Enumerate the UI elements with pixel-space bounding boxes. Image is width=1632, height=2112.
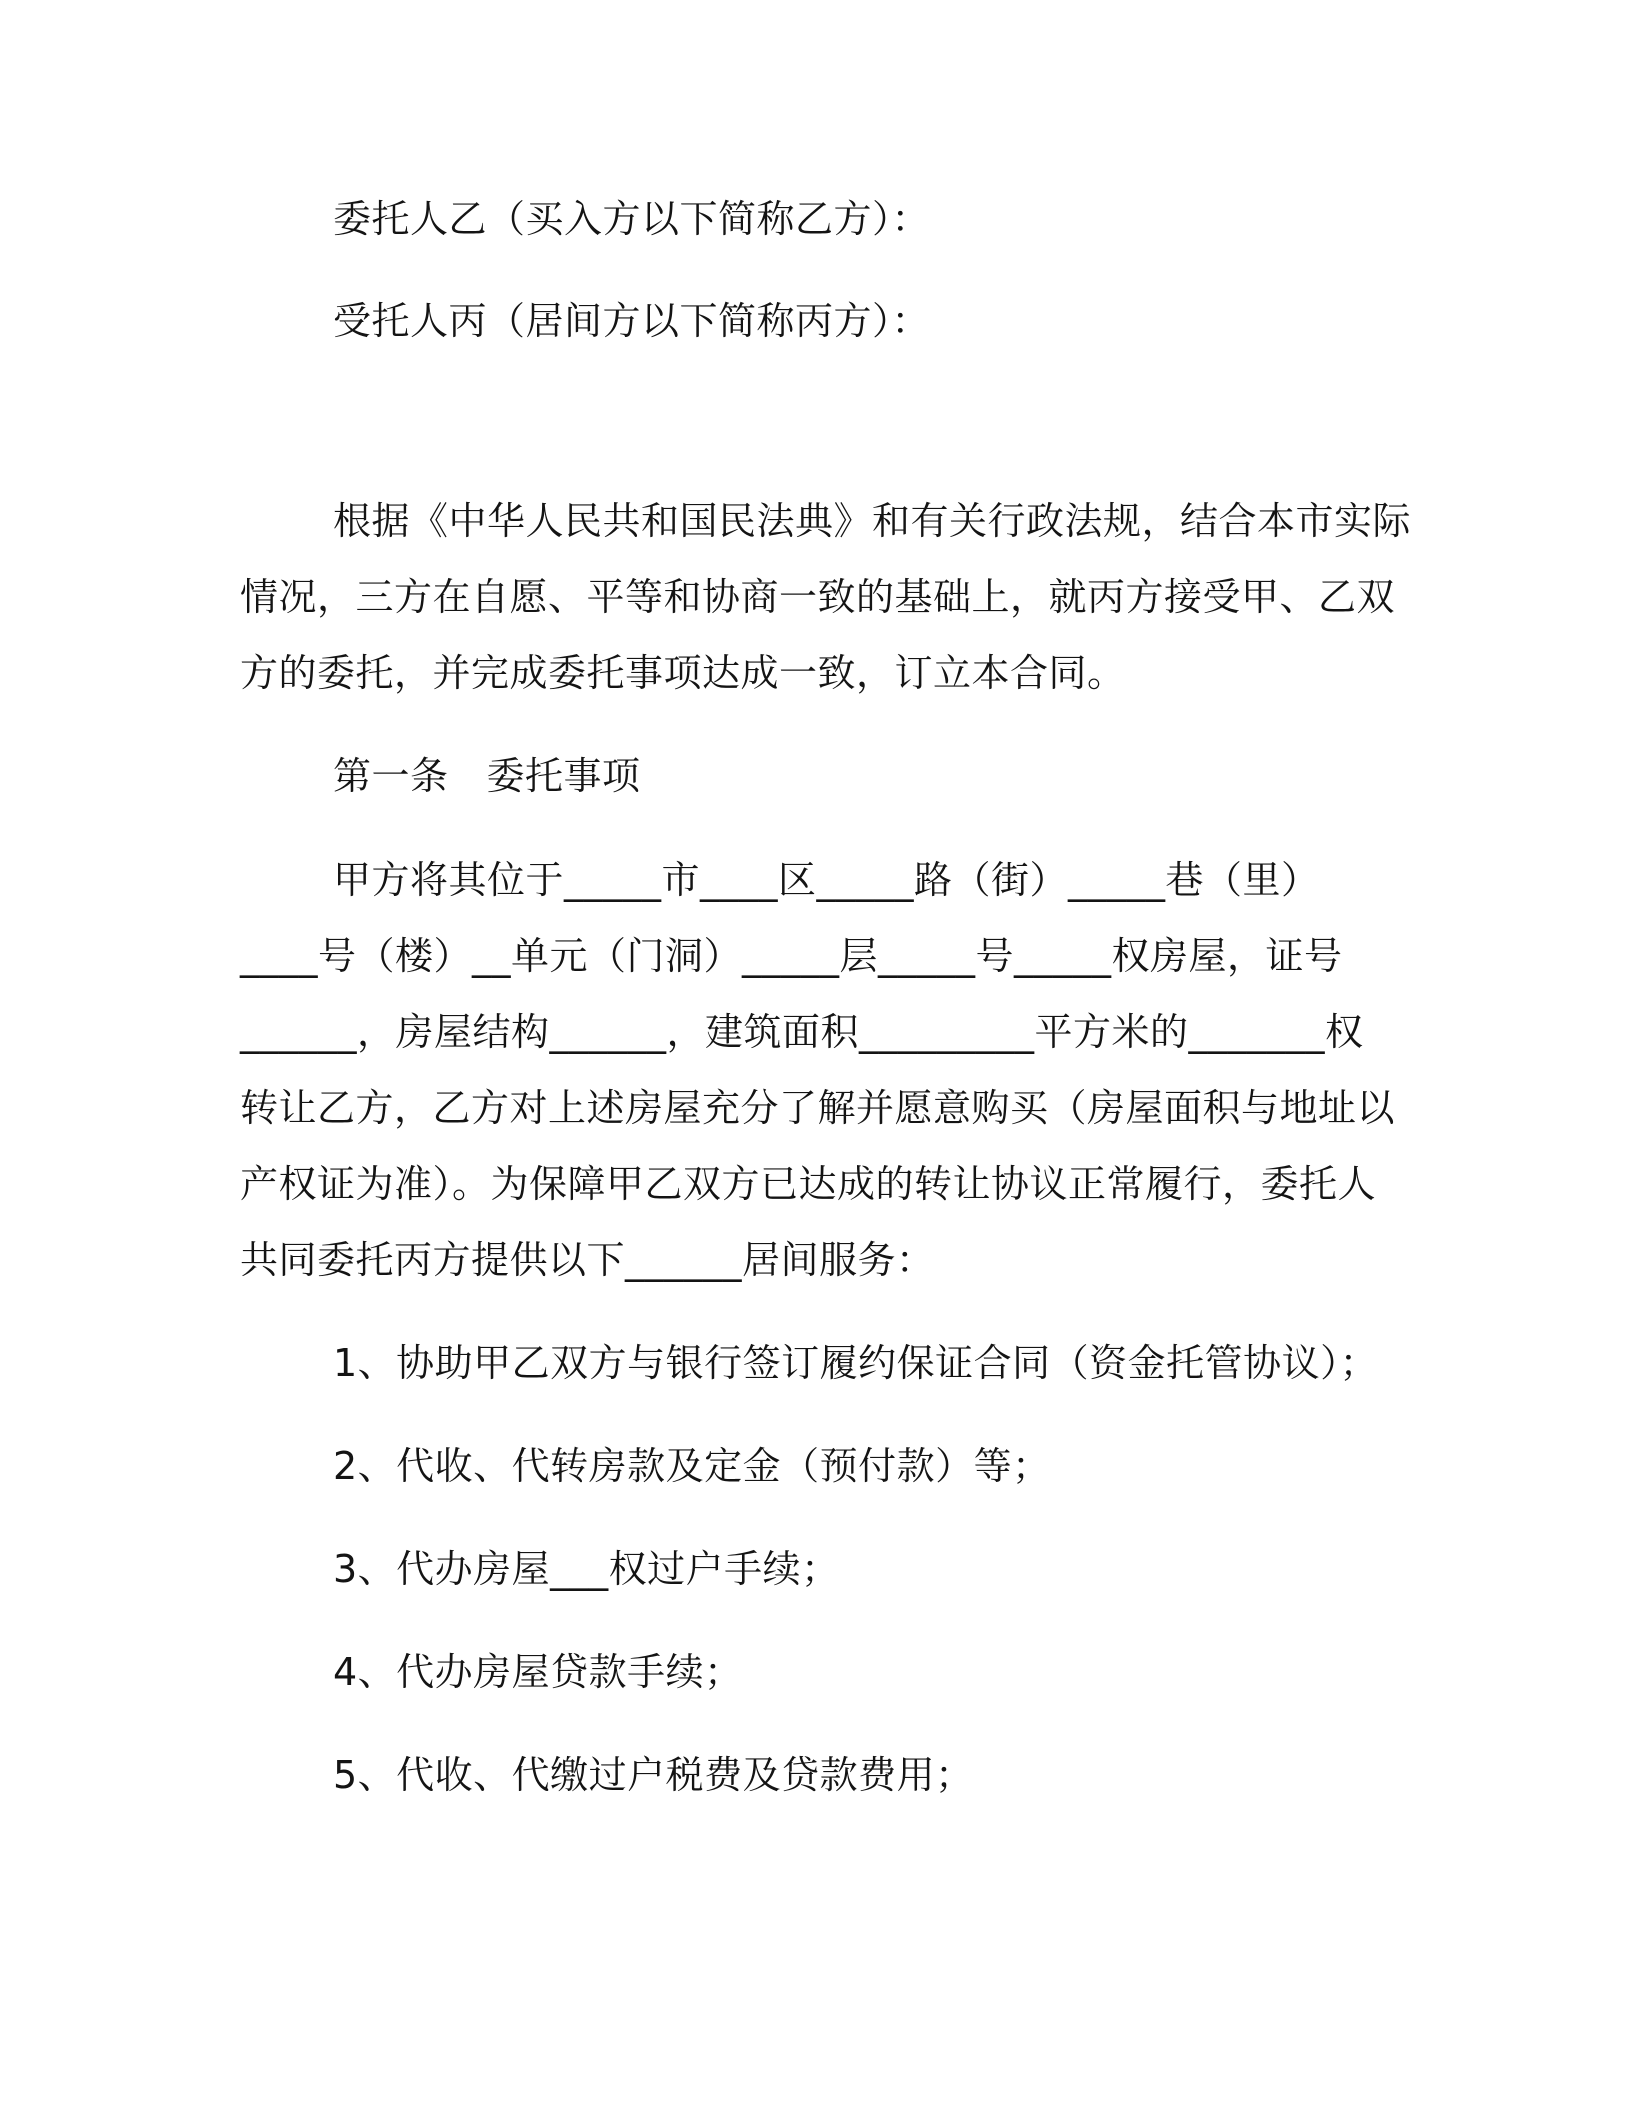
party-b-line: 委托人乙（买入方以下简称乙方）： <box>333 197 931 241</box>
service-item-4: 4、代办房屋贷款手续； <box>333 1650 743 1694</box>
article-line-3: ______，房屋结构______，建筑面积_________平方米的_______权 <box>240 1010 1364 1054</box>
article-line-4: 转让乙方，乙方对上述房屋充分了解并愿意购买（房屋面积与地址以 <box>240 1086 1396 1130</box>
preamble-line-2: 情况，三方在自愿、平等和协商一致的基础上，就丙方接受甲、乙双 <box>240 575 1396 619</box>
preamble-line-1: 根据《中华人民共和国民法典》和有关行政法规，结合本市实际 <box>333 499 1412 543</box>
article-line-5: 产权证为准）。为保障甲乙双方已达成的转让协议正常履行，委托人 <box>240 1162 1377 1206</box>
service-item-5: 5、代收、代缴过户税费及贷款费用； <box>333 1753 974 1797</box>
article-number: 第一条 <box>333 754 449 798</box>
service-item-1: 1、协助甲乙双方与银行签订履约保证合同（资金托管协议）； <box>333 1341 1379 1385</box>
article-line-1: 甲方将其位于_____市____区_____路（街）_____巷（里） <box>333 858 1320 902</box>
preamble-line-3: 方的委托，并完成委托事项达成一致，订立本合同。 <box>240 651 1126 695</box>
article-heading <box>333 752 641 800</box>
service-item-2: 2、代收、代转房款及定金（预付款）等； <box>333 1444 1051 1488</box>
article-line-6: 共同委托丙方提供以下______居间服务： <box>240 1238 935 1282</box>
party-c-line: 受托人丙（居间方以下简称丙方）： <box>333 299 931 343</box>
article-title: 委托事项 <box>486 754 641 798</box>
article-line-2: ____号（楼）__单元（门洞）_____层_____号_____权房屋，证号 <box>240 934 1343 978</box>
service-item-3: 3、代办房屋___权过户手续； <box>333 1547 840 1591</box>
